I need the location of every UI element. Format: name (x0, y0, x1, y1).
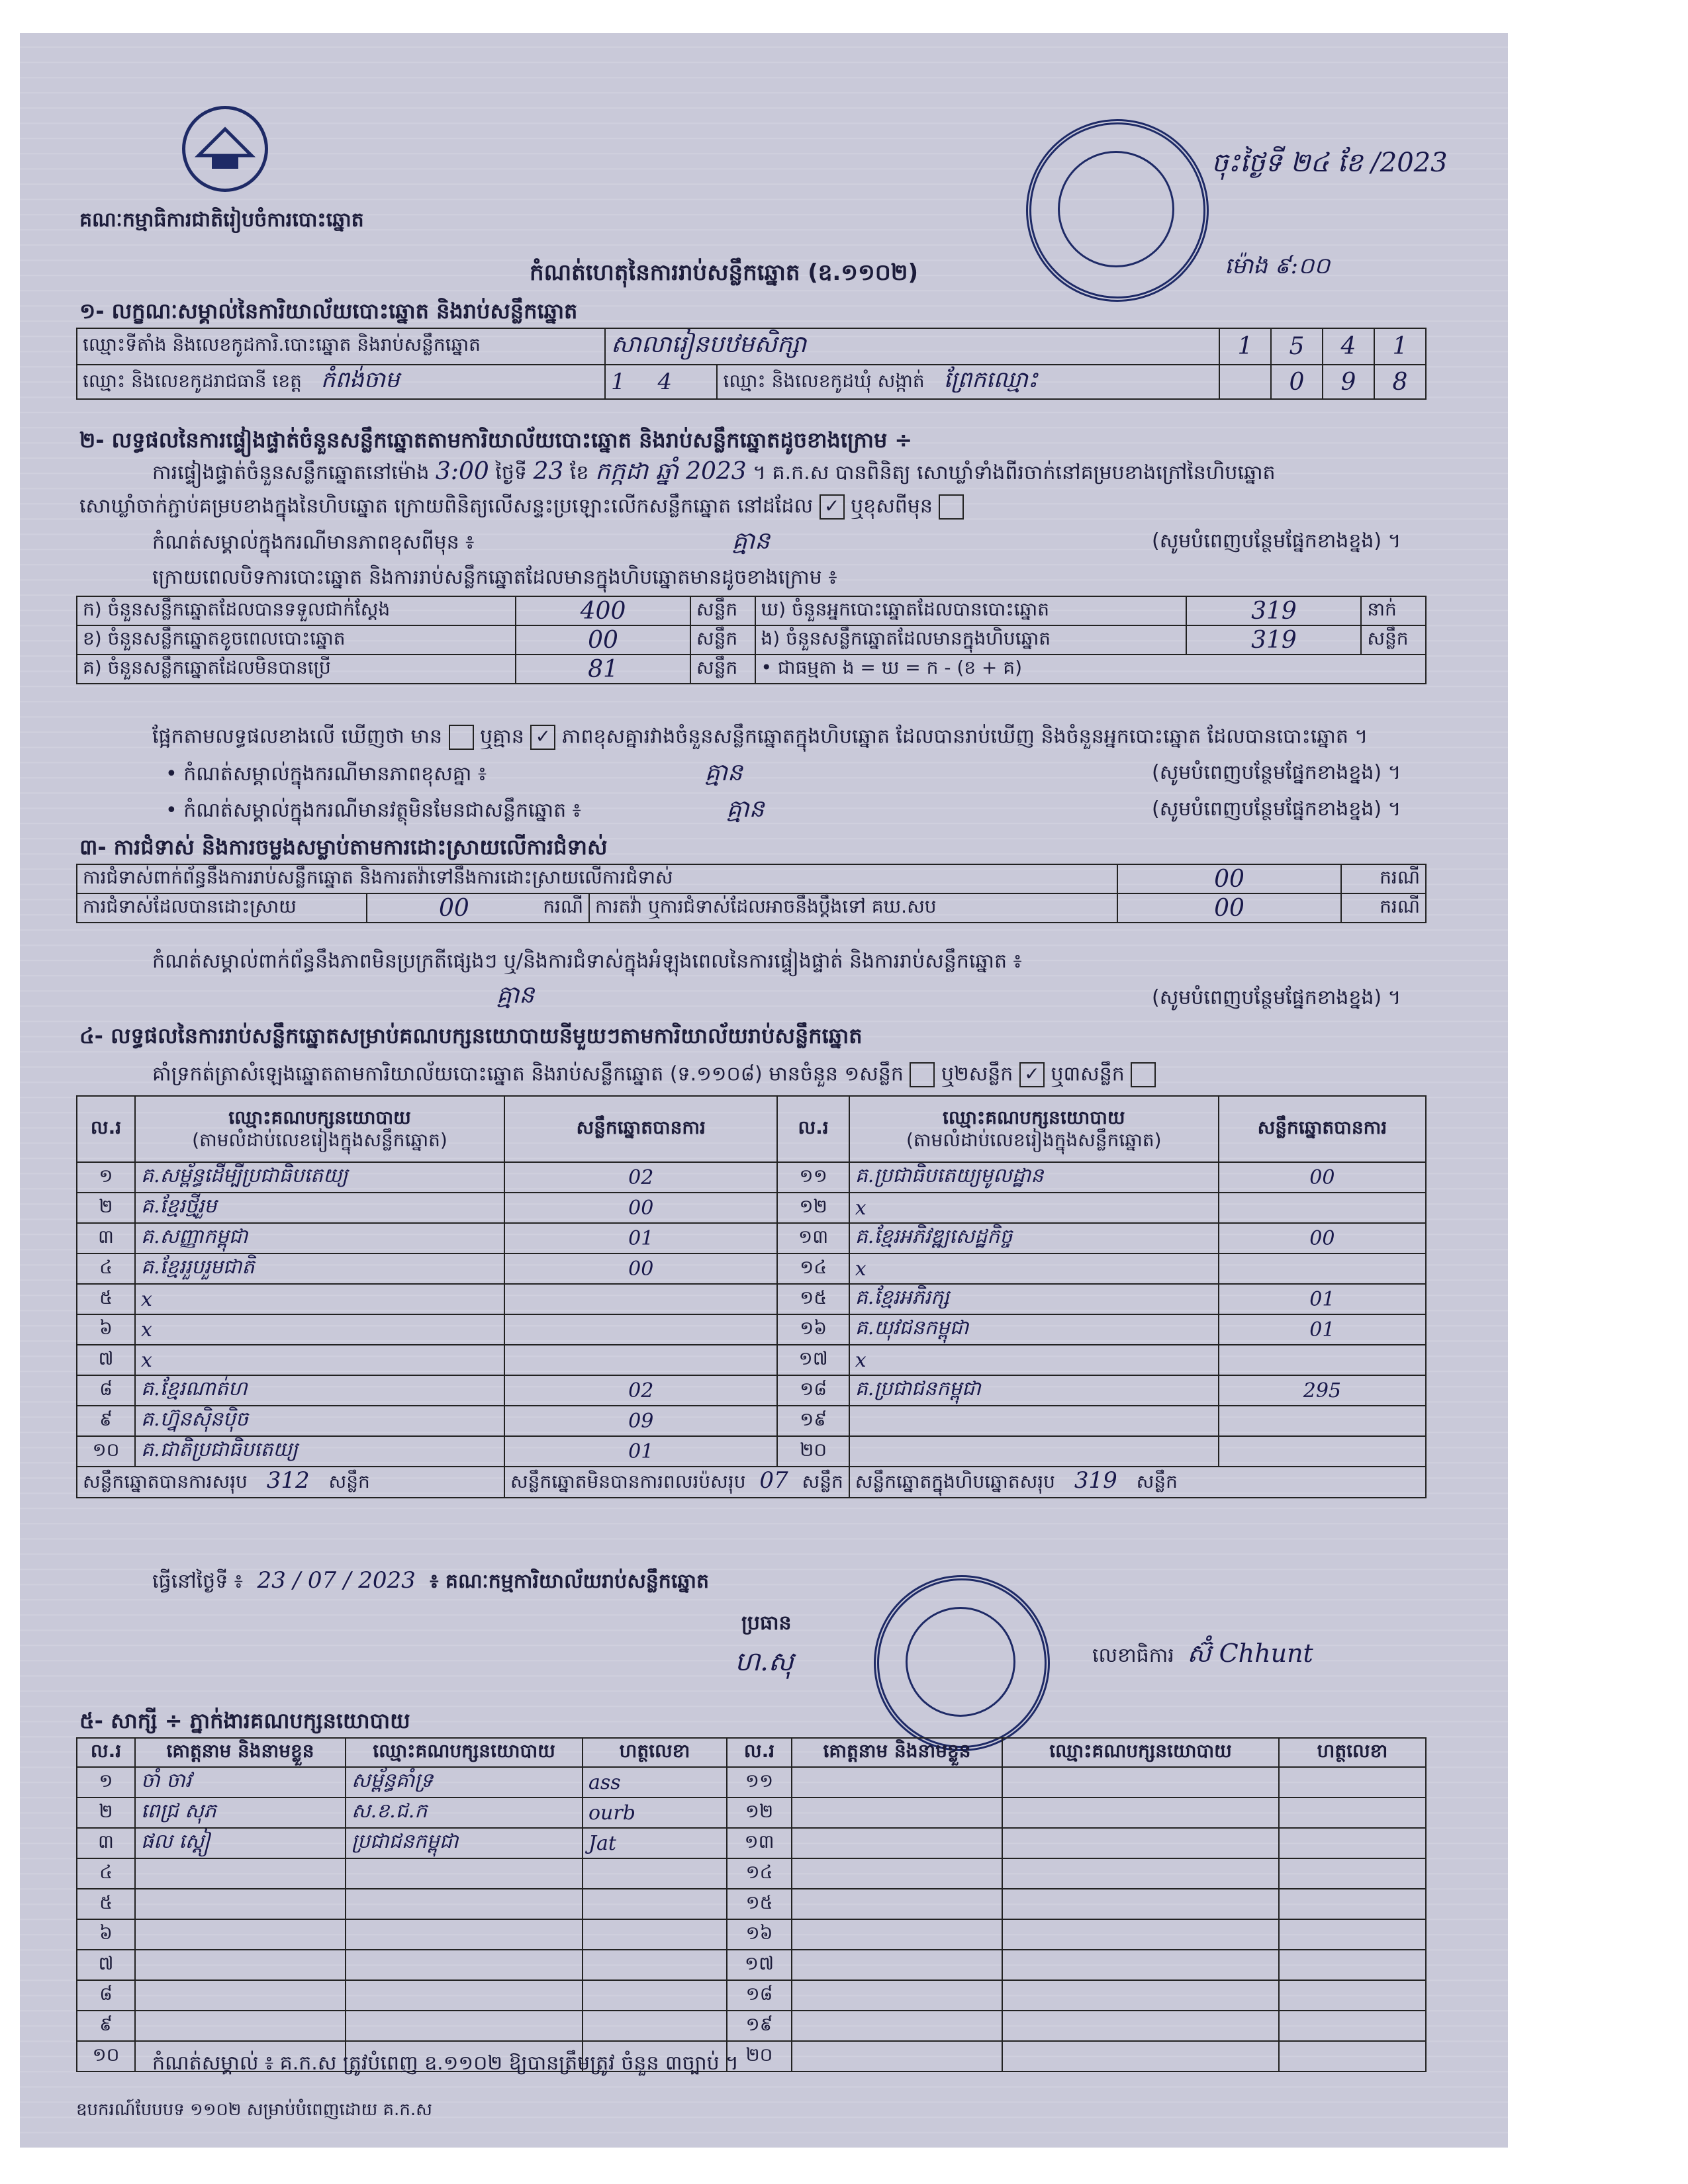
party-name: គ.យុវជនកម្ពុជា (849, 1314, 1219, 1345)
resolved-cell: 00 ករណី (367, 893, 589, 923)
party-number: ៣ (77, 1223, 135, 1253)
unused-value: 81 (516, 655, 690, 684)
party-name: គ.ខ្មែររួបរួមជាតិ (135, 1253, 504, 1284)
appeal-label: ការតវ៉ា ឬការជំទាស់ដែលអាចនឹងប្តឹងទៅ គឃ.សប (589, 893, 1117, 923)
witness-party: ប្រជាជនកម្ពុជា (346, 1828, 583, 1858)
witness-signature (583, 1980, 727, 2011)
witness-party (346, 2011, 583, 2041)
party-number: ១៣ (777, 1223, 849, 1253)
party-votes: 01 (504, 1223, 777, 1253)
code-digit: 1 (1219, 328, 1271, 365)
party-votes (1219, 1436, 1426, 1467)
party-row (77, 1253, 1426, 1284)
witness-name (792, 2041, 1002, 2071)
in-box-value: 319 (1186, 625, 1361, 655)
complaint-value: 00 (1117, 864, 1341, 893)
party-votes (504, 1284, 777, 1314)
witness-signature (1279, 1828, 1426, 1858)
committee-name: គណៈកម្មាធិការជាតិរៀបចំការបោះឆ្នោត (79, 208, 364, 232)
resolved-label: ការជំទាស់ដែលបានដោះស្រាយ (77, 893, 367, 923)
witness-number: ១៣ (727, 1828, 792, 1858)
witness-signature: Jat (583, 1828, 727, 1858)
unused-label: គ) ចំនួនសន្លឹកឆ្នោតដែលមិនបានប្រើ (77, 655, 516, 684)
witness-name (792, 1950, 1002, 1980)
one-sheet-checkbox[interactable] (910, 1062, 935, 1087)
witness-party (346, 1980, 583, 2011)
witness-row (77, 1919, 1426, 1950)
party-name: គ.ខ្មែរថ្មីរួម (135, 1193, 504, 1223)
party-votes (1219, 1345, 1426, 1375)
witness-name (792, 1797, 1002, 1828)
irregularity-value: គ្មាន (496, 981, 535, 1009)
has-difference-checkbox[interactable] (449, 725, 474, 750)
witness-number: ២០ (727, 2041, 792, 2071)
official-seal-icon (1026, 119, 1209, 302)
witness-name (792, 1828, 1002, 1858)
section1-title: ១- លក្ខណៈសម្គាល់នៃការិយាល័យបោះឆ្នោត និងរាប់សន្លឹកឆ្នោត (79, 298, 578, 324)
witness-party (1002, 1858, 1279, 1889)
party-row (77, 1284, 1426, 1314)
party-votes: 00 (504, 1253, 777, 1284)
witness-name (135, 1980, 346, 2011)
witness-party (346, 1919, 583, 1950)
witness-number: ៤ (77, 1858, 135, 1889)
party-name (849, 1406, 1219, 1436)
section5-title: ៥- សាក្សី ÷ ភ្នាក់ងារគណបក្សនយោបាយ (79, 1708, 410, 1733)
witness-signature (583, 1889, 727, 1919)
voted-label: ឃ) ចំនួនអ្នកបោះឆ្នោតដែលបានបោះឆ្នោត (755, 596, 1187, 625)
party-number: ១៥ (777, 1284, 849, 1314)
verification-time: 3:00 (435, 458, 489, 485)
section2-note: កំណត់សម្គាល់ក្នុងករណីមានភាពខុសពីមុន ៖ គ្មាន (152, 527, 771, 555)
party-results-table: ល.រ ឈ្មោះគណបក្សនយោបាយ (តាមលំដាប់លេខរៀងក្នុងសន្លឹកឆ្នោត) សន្លឹកឆ្នោតបានការ ល.រ ឈ្មោះគណបក្សនយោបាយ (តាមលំដាប់លេខរៀងក្នុងសន្លឹកឆ្នោត) សន្លឹកឆ្នោតបានការ ១ គ.សម្ព័ន្ធដើម្បីប្រជាធិបតេយ្យ 02 ១១ គ.ប្រជាធិបតេយ្យមូលដ្ឋាន 00 ២ គ.ខ្មែរថ្មីរួម 00 ១២ x ៣ គ.សញ្ញាកម្ពុជា 01 ១៣ គ.ខ្មែរអភិវឌ្ឍសេដ្ឋកិច្ច 00 ៤ គ.ខ្មែររួបរួមជាតិ 00 ១៤ x ៥ x ១៥ គ.ខ្មែរអភិរក្ស 01 ៦ x ១៦ គ.យុវជនកម្ពុជា 01 ៧ x ១៧ x ៨ គ.ខ្មែរណាត់ហ 02 ១៨ គ.ប្រជាជនកម្ពុជា 295 ៩ គ.ហ្វ៊ុនស៊ិនប៉ិច 09 ១៩ ១០ គ.ជាតិប្រជាធិបតេយ្យ 01 ២០ សន្លឹកឆ្នោតបានការសរុប 312 សន្លឹក សន្លឹកឆ្នោតមិនបានការពលរប៉សរុប 07 សន្លឹក សន្លឹកឆ្នោតក្នុងហិបឆ្នោតសរុប 319 សន្លឹក (76, 1095, 1427, 1498)
spoiled-value: 00 (516, 625, 690, 655)
party-row (77, 1223, 1426, 1253)
commune-code-digit: 9 (1323, 365, 1374, 399)
party-name: x (135, 1314, 504, 1345)
commune-cell (717, 365, 1219, 399)
voted-value: 319 (1186, 596, 1361, 625)
witness-party: សម្ព័ន្ធគាំទ្រ (346, 1767, 583, 1797)
footnote: កំណត់សម្គាល់ ៖ គ.ក.ស ត្រូវបំពេញ ឧ.១១០២ ឱ្យបានត្រឹមត្រូវ ចំនួន ៣ច្បាប់ ។ (152, 2052, 739, 2075)
witness-number: ១៤ (727, 1858, 792, 1889)
witness-signature (583, 1858, 727, 1889)
party-row (77, 1193, 1426, 1223)
witness-signature (1279, 1950, 1426, 1980)
witness-signature: ass (583, 1767, 727, 1797)
received-value: 400 (516, 596, 690, 625)
witness-signature (1279, 2011, 1426, 2041)
tally-sheet-line: គាំទ្រកត់ត្រាសំឡេងឆ្នោតតាមការិយាល័យបោះឆ្នោត និងរាប់សន្លឹកឆ្នោត (ទ.១១០៨) មានចំនួន ១សន្លឹក ឬ២សន្លឹក ✓ ឬ៣សន្លឹក (152, 1062, 1156, 1087)
witness-number: ១ (77, 1767, 135, 1797)
witness-row (77, 1950, 1426, 1980)
handwritten-sub: ម៉ោង ៩:០០ (1225, 253, 1331, 279)
witness-number: ៨ (77, 1980, 135, 2011)
code-digit: 4 (1323, 328, 1374, 365)
witness-signature (583, 2011, 727, 2041)
lock-line: សោឃ្លាំចាក់ភ្ជាប់គម្របខាងក្នុងនៃហិបឆ្នោត ក្រោយពិនិត្យលើសន្ទះប្រឡោះលើកសន្លឹកឆ្នោត នៅដដែល ✓ ឬខុសពីមុន (79, 494, 964, 520)
party-votes: 02 (504, 1162, 777, 1193)
party-votes (504, 1345, 777, 1375)
witness-name (135, 1950, 346, 1980)
form-footer: ឧបករណ៍បែបបទ ១១០២ សម្រាប់បំពេញដោយ គ.ក.ស (76, 2100, 432, 2120)
witness-signature: ourb (583, 1797, 727, 1828)
total-invalid: សន្លឹកឆ្នោតមិនបានការពលរប៉សរុប 07 សន្លឹក (504, 1467, 849, 1498)
party-name: x (849, 1253, 1219, 1284)
witness-name: ចាំ ចាវ (135, 1767, 346, 1797)
party-name: គ.ខ្មែរអភិរក្ស (849, 1284, 1219, 1314)
spoiled-label: ខ) ចំនួនសន្លឹកឆ្នោតខូចពេលបោះឆ្នោត (77, 625, 516, 655)
party-name: x (135, 1345, 504, 1375)
party-number: ១៨ (777, 1375, 849, 1406)
witness-row (77, 2011, 1426, 2041)
witness-name (792, 1980, 1002, 2011)
party-name: គ.ជាតិប្រជាធិបតេយ្យ (135, 1436, 504, 1467)
witness-name (792, 2011, 1002, 2041)
three-sheets-checkbox[interactable] (1131, 1062, 1156, 1087)
party-number: ១១ (777, 1162, 849, 1193)
witness-number: ១០ (77, 2041, 135, 2071)
handwritten-note: ចុះថ្ងៃទី ២៤ ខែ /2023 (1211, 148, 1448, 178)
received-label: ក) ចំនួនសន្លឹកឆ្នោតដែលបានទទួលជាក់ស្តែង (77, 596, 516, 625)
irregularity-note: កំណត់សម្គាល់ពាក់ព័ន្ធនឹងភាពមិនប្រក្រតីផ្សេងៗ ឬ/និងការជំទាស់ក្នុងអំឡុងពេលនៃការផ្ទៀងផ្ទាត់ និងការរាប់សន្លឹកឆ្នោត ៖ (152, 950, 1022, 973)
code-digit: 5 (1271, 328, 1323, 365)
witness-number: ១២ (727, 1797, 792, 1828)
witness-number: ១៧ (727, 1950, 792, 1980)
appeal-value: 00 (1117, 893, 1341, 923)
witness-number: ២ (77, 1797, 135, 1828)
witness-table: ល.រ គោត្តនាម និងនាមខ្លួន ឈ្មោះគណបក្សនយោបាយ ហត្ថលេខា ល.រ គោត្តនាម និងនាមខ្លួន ឈ្មោះគណបក្សនយោបាយ ហត្ថលេខា ១ ចាំ ចាវ សម្ព័ន្ធគាំទ្រ ass ១១ ២ ពេជ្រ សុភ ស.ខ.ជ.ក ourb ១២ ៣ ផល ស្ដៀ ប្រជាជនកម្ពុជា Jat ១៣ ៤ ១៤ ៥ ១៥ ៦ ១៦ ៧ ១៧ ៨ ១៨ ៩ ១៩ ១០ ២០ (76, 1737, 1427, 2072)
party-votes: 09 (504, 1406, 777, 1436)
witness-name (792, 1919, 1002, 1950)
no-difference-checkbox[interactable]: ✓ (530, 725, 555, 750)
province-row (77, 365, 605, 399)
party-number: ៧ (77, 1345, 135, 1375)
party-number: ២ (77, 1193, 135, 1223)
witness-name (792, 1858, 1002, 1889)
nec-emblem-icon (182, 106, 268, 192)
party-votes (1219, 1406, 1426, 1436)
compare-line: ផ្អែកតាមលទ្ធផលខាងលើ ឃើញថា មាន ឬគ្មាន ✓ ភាពខុសគ្នារវាងចំនួនសន្លឹកឆ្នោតក្នុងហិបឆ្នោត ដែលបានរាប់ឃើញ និងចំនួនអ្នកបោះឆ្នោត ដែលបានបោះឆ្នោត ។ (152, 725, 1368, 750)
verification-month: កក្កដា ឆ្នាំ 2023 (594, 458, 747, 485)
party-number: ១ (77, 1162, 135, 1193)
party-number: ៨ (77, 1375, 135, 1406)
witness-name (792, 1889, 1002, 1919)
party-name: គ.ប្រជាជនកម្ពុជា (849, 1375, 1219, 1406)
party-name: គ.ខ្មែរណាត់ហ (135, 1375, 504, 1406)
party-number: ១២ (777, 1193, 849, 1223)
party-name (849, 1436, 1219, 1467)
province-code: 1 4 (605, 365, 717, 399)
witness-name (135, 1919, 346, 1950)
witness-signature (1279, 1797, 1426, 1828)
witness-number: ៧ (77, 1950, 135, 1980)
witness-number: ១៩ (727, 2011, 792, 2041)
same-checkbox[interactable]: ✓ (820, 494, 845, 520)
witness-number: ១១ (727, 1767, 792, 1797)
formula: • ជាធម្មតា ង = ឃ = ក - (ខ + គ) (755, 655, 1426, 684)
witness-signature (1279, 1980, 1426, 2011)
party-number: ៥ (77, 1284, 135, 1314)
witness-party (1002, 2011, 1279, 2041)
witness-number: ១៦ (727, 1919, 792, 1950)
witness-signature (1279, 1919, 1426, 1950)
witness-number: ៦ (77, 1919, 135, 1950)
party-row (77, 1314, 1426, 1345)
chair-label: ប្រធាន (741, 1612, 792, 1635)
party-name: គ.សញ្ញាកម្ពុជា (135, 1223, 504, 1253)
witness-party (1002, 1767, 1279, 1797)
witness-party (1002, 2041, 1279, 2071)
complaint-label: ការជំទាស់ពាក់ព័ន្ធនឹងការរាប់សន្លឹកឆ្នោត និងការតវ៉ាទៅនឹងការដោះស្រាយលើការជំទាស់ (77, 864, 1117, 893)
bullet2: • កំណត់សម្គាល់ក្នុងករណីមានវត្ថុមិនមែនជាសន្លឹកឆ្នោត ៖ គ្មាន (165, 796, 765, 823)
secretary: លេខាធិការ ស៊ំ Chhunt (1092, 1639, 1313, 1668)
witness-number: ១៥ (727, 1889, 792, 1919)
witness-signature (583, 1950, 727, 1980)
party-name: គ.សម្ព័ន្ធដើម្បីប្រជាធិបតេយ្យ (135, 1162, 504, 1193)
party-votes: 00 (1219, 1223, 1426, 1253)
party-number: ១៧ (777, 1345, 849, 1375)
different-checkbox[interactable] (939, 494, 964, 520)
party-row (77, 1436, 1426, 1467)
witness-number: ៩ (77, 2011, 135, 2041)
party-name: x (849, 1345, 1219, 1375)
party-votes: 02 (504, 1375, 777, 1406)
witness-row (77, 1767, 1426, 1797)
party-votes (1219, 1193, 1426, 1223)
witness-name (135, 1889, 346, 1919)
results-intro: ក្រោយពេលបិទការបោះឆ្នោត និងការរាប់សន្លឹកឆ្នោតដែលមានក្នុងហិបឆ្នោតមានដូចខាងក្រោម ៖ (152, 566, 837, 589)
ballot-count-table: ក) ចំនួនសន្លឹកឆ្នោតដែលបានទទួលជាក់ស្តែង 400 សន្លឹក ឃ) ចំនួនអ្នកបោះឆ្នោតដែលបានបោះឆ្នោត 319 នាក់ ខ) ចំនួនសន្លឹកឆ្នោតខូចពេលបោះឆ្នោត 00 សន្លឹក ង) ចំនួនសន្លឹកឆ្នោតដែលមានក្នុងហិបឆ្នោត 319 សន្លឹក គ) ចំនួនសន្លឹកឆ្នោតដែលមិនបានប្រើ 81 សន្លឹក • ជាធម្មតា ង = ឃ = ក - (ខ + គ) (76, 596, 1427, 684)
party-number: ១៩ (777, 1406, 849, 1436)
party-name: x (135, 1284, 504, 1314)
witness-party (1002, 1980, 1279, 2011)
witness-number: ៥ (77, 1889, 135, 1919)
province-label: ឈ្មោះ និងលេខកូដរាជធានី ខេត្ត (83, 370, 302, 392)
party-name: គ.ខ្មែរអភិវឌ្ឍសេដ្ឋកិច្ច (849, 1223, 1219, 1253)
witness-name (792, 1767, 1002, 1797)
witness-party (346, 1889, 583, 1919)
commune-value: ព្រែកឈ្មោះ (943, 367, 1038, 393)
party-number: ១៤ (777, 1253, 849, 1284)
section4-title: ៤- លទ្ធផលនៃការរាប់សន្លឹកឆ្នោតសម្រាប់គណបក្សនយោបាយនីមួយៗតាមការិយាល័យរាប់សន្លឹកឆ្នោត (79, 1023, 863, 1048)
commune-code-digit: 8 (1374, 365, 1426, 399)
party-row (77, 1345, 1426, 1375)
section3-title: ៣- ការជំទាស់ និងការចម្លងសម្លាប់តាមការដោះស្រាយលើការជំទាស់ (79, 835, 608, 860)
party-row (77, 1162, 1426, 1193)
party-number: ១៦ (777, 1314, 849, 1345)
in-box-label: ង) ចំនួនសន្លឹកឆ្នោតដែលមានក្នុងហិបឆ្នោត (755, 625, 1187, 655)
witness-name (135, 2011, 346, 2041)
witness-party (1002, 1797, 1279, 1828)
witness-signature (1279, 1889, 1426, 1919)
party-name: x (849, 1193, 1219, 1223)
witness-signature (583, 1919, 727, 1950)
witness-party (346, 1858, 583, 1889)
witness-party (1002, 1950, 1279, 1980)
verification-day: 23 (533, 458, 564, 485)
total-in-box: សន្លឹកឆ្នោតក្នុងហិបឆ្នោតសរុប 319 សន្លឹក (849, 1467, 1426, 1498)
witness-number: ៣ (77, 1828, 135, 1858)
party-number: ២០ (777, 1436, 849, 1467)
party-number: ៩ (77, 1406, 135, 1436)
witness-party (346, 1950, 583, 1980)
section2-title: ២- លទ្ធផលនៃការផ្ទៀងផ្ទាត់ចំនួនសន្លឹកឆ្នោតតាមការិយាល័យបោះឆ្នោត និងរាប់សន្លឹកឆ្នោតដូចខាងក្រោម ÷ (79, 428, 913, 453)
party-number: ១០ (77, 1436, 135, 1467)
party-name: គ.ហ្វ៊ុនស៊ិនប៉ិច (135, 1406, 504, 1436)
witness-signature (1279, 2041, 1426, 2071)
code-digit: 1 (1374, 328, 1426, 365)
party-votes: 01 (1219, 1314, 1426, 1345)
location-value: សាលារៀនបឋមសិក្សា (605, 328, 1219, 365)
witness-row (77, 1858, 1426, 1889)
witness-party (1002, 1889, 1279, 1919)
witness-party: ស.ខ.ជ.ក (346, 1797, 583, 1828)
signing-date: ធ្វើនៅថ្ងៃទី ៖ 23 / 07 / 2023 ៖ គណៈកម្មការិយាល័យរាប់សន្លឹកឆ្នោត (152, 1567, 709, 1594)
witness-row (77, 1797, 1426, 1828)
witness-name: ពេជ្រ សុភ (135, 1797, 346, 1828)
commune-code-digit: 0 (1271, 365, 1323, 399)
form-title: កំណត់ហេតុនៃការរាប់សន្លឹកឆ្នោត (ឧ.១១០២) (530, 259, 919, 286)
two-sheets-checkbox[interactable]: ✓ (1019, 1062, 1045, 1087)
bullet1: • កំណត់សម្គាល់ក្នុងករណីមានភាពខុសគ្នា ៖ គ្មាន (165, 759, 743, 786)
witness-row (77, 1889, 1426, 1919)
location-label: ឈ្មោះទីតាំង និងលេខកូដការិ.បោះឆ្នោត និងរាប់សន្លឹកឆ្នោត (77, 328, 605, 365)
party-name: គ.ប្រជាធិបតេយ្យមូលដ្ឋាន (849, 1162, 1219, 1193)
party-votes: 00 (504, 1193, 777, 1223)
party-row (77, 1375, 1426, 1406)
section1-table (76, 328, 1427, 400)
witness-number: ១៨ (727, 1980, 792, 2011)
witness-party (1002, 1919, 1279, 1950)
witness-row (77, 1828, 1426, 1858)
party-number: ៤ (77, 1253, 135, 1284)
commune-label: ឈ្មោះ និងលេខកូដឃុំ សង្កាត់ (723, 370, 925, 392)
party-votes: 01 (504, 1436, 777, 1467)
party-votes: 01 (1219, 1284, 1426, 1314)
witness-row (77, 1980, 1426, 2011)
chair-signature: ហ.សុ (735, 1647, 794, 1677)
witness-name: ផល ស្ដៀ (135, 1828, 346, 1858)
note-suffix: (សូមបំពេញបន្ថែមផ្នែកខាងខ្នង) ។ (1152, 529, 1401, 553)
witness-party (1002, 1828, 1279, 1858)
witness-signature (1279, 1858, 1426, 1889)
party-votes: 00 (1219, 1162, 1426, 1193)
total-valid: សន្លឹកឆ្នោតបានការសរុប 312 សន្លឹក (77, 1467, 504, 1498)
party-votes (504, 1314, 777, 1345)
committee-seal-icon (874, 1575, 1050, 1751)
party-number: ៦ (77, 1314, 135, 1345)
party-votes: 295 (1219, 1375, 1426, 1406)
complaint-table: ការជំទាស់ពាក់ព័ន្ធនឹងការរាប់សន្លឹកឆ្នោត និងការតវ៉ាទៅនឹងការដោះស្រាយលើការជំទាស់ 00 ករណី ការជំទាស់ដែលបានដោះស្រាយ 00 ករណី ការតវ៉ា ឬការជំទាស់ដែលអាចនឹងប្តឹងទៅ គឃ.សប 00 ករណី (76, 864, 1427, 923)
party-row (77, 1406, 1426, 1436)
witness-name (135, 1858, 346, 1889)
witness-signature (1279, 1767, 1426, 1797)
document-sheet: គណៈកម្មាធិការជាតិរៀបចំការបោះឆ្នោត ចុះថ្ងៃទី ២៤ ខែ /2023 ម៉ោង ៩:០០ កំណត់ហេតុនៃការរាប់សន្លឹកឆ្នោត (ឧ.១១០២) ១- លក្ខណៈសម្គាល់នៃការិយាល័យបោះឆ្នោត និងរាប់សន្លឹកឆ្នោត ឈ្មោះទីតាំង និងលេខកូដការិ.បោះឆ្នោត និងរាប់សន្លឹកឆ្នោត សាលារៀនបឋមសិក្សា 1 5 4 1 ឈ្មោះ និងលេខកូដរាជធានី ខេត្ត កំពង់ចាម 1 4 ឈ្មោះ និងលេខកូដឃុំ សង្កាត់ ព្រែកឈ្មោះ 0 9 8 ២- លទ្ធផលនៃការផ្ទៀងផ្ទាត់ចំនួនសន្លឹកឆ្នោតតាមការិយាល័យបោះឆ្នោត និងរាប់សន្លឹកឆ្នោតដូចខាងក្រោម ÷ ការផ្ទៀងផ្ទាត់ចំនួនសន្លឹកឆ្នោតនៅម៉ោង 3:00 ថ្ងៃទី 23 ខែ កក្កដា ឆ្នាំ 2023 ។ គ.ក.ស បានពិនិត្យ សោឃ្លាំទាំងពីរចាក់នៅគម្របខាងក្រៅនៃហិបឆ្នោត សោឃ្លាំចាក់ភ្ជាប់គម្របខាងក្នុងនៃហិបឆ្នោត ក្រោយពិនិត្យលើសន្ទះប្រឡោះលើកសន្លឹកឆ្នោត នៅដដែល ✓ ឬខុសពីមុន កំណត់សម្គាល់ក្នុងករណីមានភាពខុសពីមុន ៖ គ្មាន (សូមបំពេញបន្ថែមផ្នែកខាងខ្នង) ។ ក្រោយពេលបិទការបោះឆ្នោត និងការរាប់សន្លឹកឆ្នោតដែលមានក្នុងហិបឆ្នោតមានដូចខាងក្រោម ៖ ក) ចំនួនសន្លឹកឆ្នោតដែលបានទទួលជាក់ស្តែង 400 សន្លឹក ឃ) ចំនួនអ្នកបោះឆ្នោតដែលបានបោះឆ្នោត 319 នាក់ ខ) ចំនួនសន្លឹកឆ្នោតខូចពេលបោះឆ្នោត 00 សន្លឹក ង) ចំនួនសន្លឹកឆ្នោតដែលមានក្នុងហិបឆ្នោត 319 សន្លឹក គ) ចំនួនសន្លឹកឆ្នោតដែលមិនបានប្រើ 81 សន្លឹក • ជាធម្មតា ង = ឃ = ក - (ខ + គ) ផ្អែកតាមលទ្ធផលខាងលើ ឃើញថា មាន ឬគ្មាន ✓ ភាពខុសគ្នារវាងចំនួនសន្លឹកឆ្នោតក្នុងហិបឆ្នោត ដែលបានរាប់ឃើញ និងចំនួនអ្នកបោះឆ្នោត ដែលបានបោះឆ្នោត ។ • កំណត់សម្គាល់ក្នុងករណីមានភាពខុសគ្នា ៖ គ្មាន (សូមបំពេញបន្ថែមផ្នែកខាងខ្នង) ។ • កំណត់សម្គាល់ក្នុងករណីមានវត្ថុមិនមែនជាសន្លឹកឆ្នោត ៖ គ្មាន (សូមបំពេញបន្ថែមផ្នែកខាងខ្នង) ។ ៣- ការជំទាស់ និងការចម្លងសម្លាប់តាមការដោះស្រាយលើការជំទាស់ ការជំទាស់ពាក់ព័ន្ធនឹងការរាប់សន្លឹកឆ្នោត និងការតវ៉ាទៅនឹងការដោះស្រាយលើការជំទាស់ 00 ករណី ការជំទាស់ដែលបានដោះស្រាយ 00 ករណី ការតវ៉ា ឬការជំទាស់ដែលអាចនឹងប្តឹងទៅ គឃ.សប 00 ករណី កំណត់សម្គាល់ពាក់ព័ន្ធនឹងភាពមិនប្រក្រតីផ្សេងៗ ឬ/និងការជំទាស់ក្នុងអំឡុងពេលនៃការផ្ទៀងផ្ទាត់ និងការរាប់សន្លឹកឆ្នោត ៖ គ្មាន (សូមបំពេញបន្ថែមផ្នែកខាងខ្នង) ។ ៤- លទ្ធផលនៃការរាប់សន្លឹកឆ្នោតសម្រាប់គណបក្សនយោបាយនីមួយៗតាមការិយាល័យរាប់សន្លឹកឆ្នោត គាំទ្រកត់ត្រាសំឡេងឆ្នោតតាមការិយាល័យបោះឆ្នោត និងរាប់សន្លឹកឆ្នោត (ទ.១១០៨) មានចំនួន ១សន្លឹក ឬ២សន្លឹក ✓ ឬ៣សន្លឹក ល.រ ឈ្មោះគណបក្សនយោបាយ (តាមលំដាប់លេខរៀងក្នុងសន្លឹកឆ្នោត) សន្លឹកឆ្នោតបានការ ល.រ ឈ្មោះគណបក្សនយោបាយ (តាមលំដាប់លេខរៀងក្នុងសន្លឹកឆ្នោត) សន្លឹកឆ្នោតបានការ ១ គ.សម្ព័ន្ធដើម្បីប្រជាធិបតេយ្យ 02 ១១ គ.ប្រជាធិបតេយ្យមូលដ្ឋាន 00 ២ គ.ខ្មែរថ្មីរួម 00 ១២ x ៣ គ.សញ្ញាកម្ពុជា 01 ១៣ គ.ខ្មែរអភិវឌ្ឍសេដ្ឋកិច្ច 00 ៤ គ.ខ្មែររួបរួមជាតិ 00 ១៤ x ៥ x ១៥ គ.ខ្មែរអភិរក្ស 01 ៦ x ១៦ គ.យុវជនកម្ពុជា 01 ៧ x ១៧ x ៨ គ.ខ្មែរណាត់ហ 02 ១៨ គ.ប្រជាជនកម្ពុជា 295 ៩ គ.ហ្វ៊ុនស៊ិនប៉ិច 09 ១៩ ១០ គ.ជាតិប្រជាធិបតេយ្យ 01 ២០ សន្លឹកឆ្នោតបានការសរុប 312 សន្លឹក សន្លឹកឆ្នោតមិនបានការពលរប៉សរុប 07 សន្លឹក សន្លឹកឆ្នោតក្នុងហិបឆ្នោតសរុប 319 សន្លឹក ធ្វើនៅថ្ងៃទី ៖ 23 / 07 / 2023 ៖ គណៈកម្មការិយាល័យរាប់សន្លឹកឆ្នោត ប្រធាន ហ.សុ លេខាធិការ ស៊ំ Chhunt ៥- សាក្សី ÷ ភ្នាក់ងារគណបក្សនយោបាយ ល.រ គោត្តនាម និងនាមខ្លួន ឈ្មោះគណបក្សនយោបាយ ហត្ថលេខា ល.រ គោត្តនាម និងនាមខ្លួន ឈ្មោះគណបក្សនយោបាយ ហត្ថលេខា ១ ចាំ ចាវ សម្ព័ន្ធគាំទ្រ ass ១១ ២ ពេជ្រ សុភ ស.ខ.ជ.ក ourb ១២ ៣ ផល ស្ដៀ ប្រជាជនកម្ពុជា Jat ១៣ ៤ ១៤ ៥ ១៥ ៦ ១៦ ៧ ១៧ ៨ ១៨ ៩ ១៩ ១០ ២០ កំណត់សម្គាល់ ៖ គ.ក.ស ត្រូវបំពេញ ឧ.១១០២ ឱ្យបានត្រឹមត្រូវ ចំនួន ៣ច្បាប់ ។ ឧបករណ៍បែបបទ ១១០២ សម្រាប់បំពេញដោយ គ.ក.ស (20, 33, 1508, 2148)
province-value: កំពង់ចាម (320, 367, 400, 393)
verification-line: ការផ្ទៀងផ្ទាត់ចំនួនសន្លឹកឆ្នោតនៅម៉ោង 3:00 ថ្ងៃទី 23 ខែ កក្កដា ឆ្នាំ 2023 ។ គ.ក.ស បានពិនិត្យ សោឃ្លាំទាំងពីរចាក់នៅគម្របខាងក្រៅនៃហិបឆ្នោត (152, 458, 1276, 485)
party-votes (1219, 1253, 1426, 1284)
